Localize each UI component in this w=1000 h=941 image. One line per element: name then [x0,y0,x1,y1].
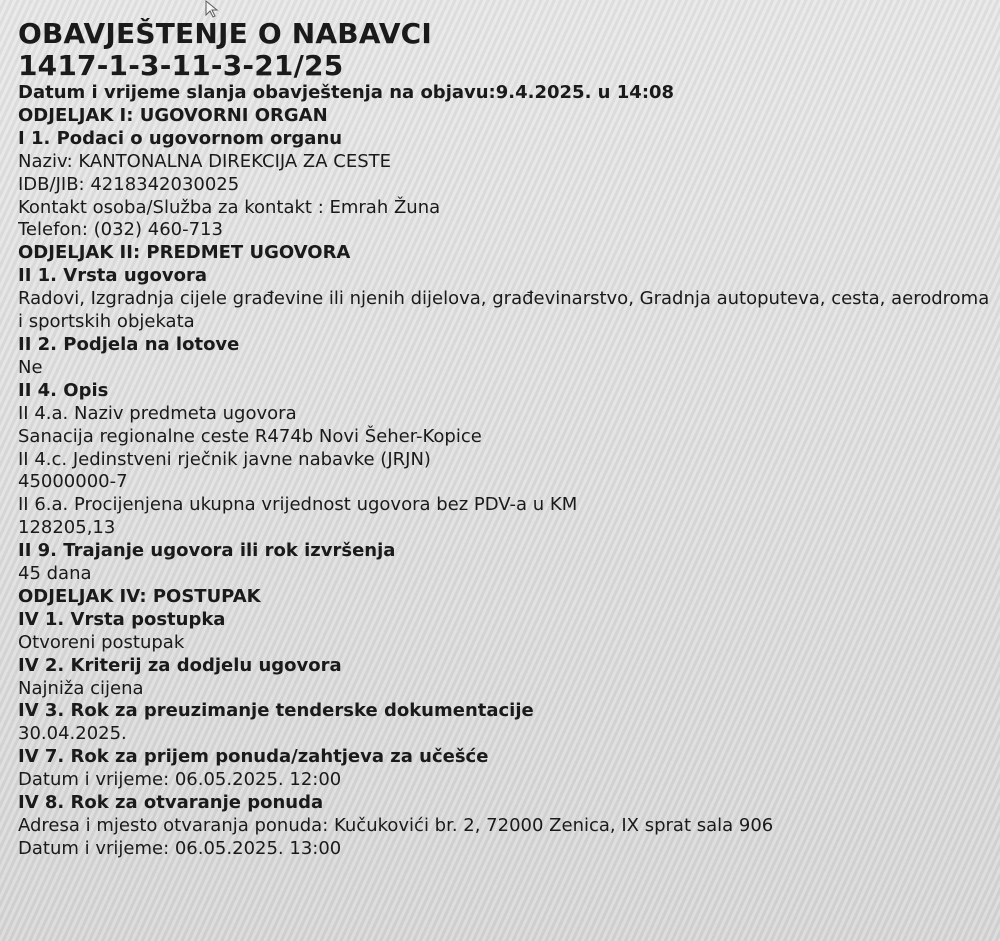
subject-label: II 4.a. Naziv predmeta ugovora [18,402,297,424]
tender-docs-value: 30.04.2025. [18,723,127,745]
section-1-heading: ODJELJAK I: UGOVORNI ORGAN [18,104,328,126]
bids-deadline-value: Datum i vrijeme: 06.05.2025. 12:00 [18,769,342,791]
authority-contact: Kontakt osoba/Služba za kontakt : Emrah Žuna [18,196,441,218]
award-criteria-heading: IV 2. Kriterij za dodjelu ugovora [18,654,342,676]
contract-type-heading: II 1. Vrsta ugovora [18,265,208,287]
sent-datetime: Datum i vrijeme slanja obavještenja na objavu:9.4.2025. u 14:08 [18,82,675,103]
subject-value: Sanacija regionalne ceste R474b Novi Šeher-Kopice [18,425,482,447]
procedure-type-heading: IV 1. Vrsta postupka [18,608,226,630]
lots-value: Ne [18,356,43,378]
procedure-type-value: Otvoreni postupak [18,631,185,653]
authority-phone: Telefon: (032) 460-713 [18,219,223,241]
opening-heading: IV 8. Rok za otvaranje ponuda [18,792,324,814]
description-heading: II 4. Opis [18,379,109,401]
authority-name: Naziv: KANTONALNA DIREKCIJA ZA CESTE [18,150,392,172]
award-criteria-value: Najniža cijena [18,677,144,699]
opening-address: Adresa i mjesto otvaranja ponuda: Kučukovići br. 2, 72000 Zenica, IX sprat sala 906 [18,815,774,836]
jrjn-label: II 4.c. Jedinstveni rječnik javne nabavke (JRJN) [18,448,431,470]
tender-docs-heading: IV 3. Rok za preuzimanje tenderske dokumentacije [18,700,534,722]
duration-value: 45 dana [18,563,92,585]
section-4-heading: ODJELJAK IV: POSTUPAK [18,585,261,607]
jrjn-value: 45000000-7 [18,471,128,493]
authority-idb: IDB/JIB: 4218342030025 [18,173,240,195]
opening-datetime: Datum i vrijeme: 06.05.2025. 13:00 [18,837,342,859]
procurement-notice-document [18,18,993,933]
bids-deadline-heading: IV 7. Rok za prijem ponuda/zahtjeva za učešće [18,746,489,768]
mouse-cursor-icon [205,0,219,18]
estimated-value-amount: 128205,13 [18,517,116,539]
section-2-heading: ODJELJAK II: PREDMET UGOVORA [18,242,351,264]
estimated-value-label: II 6.a. Procijenjena ukupna vrijednost ugovora bez PDV-a u KM [18,494,578,516]
lots-heading: II 2. Podjela na lotove [18,333,240,355]
notice-title: OBAVJEŠTENJE O NABAVCI [18,18,433,50]
section-1-subheading: I 1. Podaci o ugovornom organu [18,127,343,149]
contract-type-value: Radovi, Izgradnja cijele građevine ili njenih dijelova, građevinarstvo, Gradnja autoputeva, cesta, aerodroma i sportskih objekata [18,288,990,333]
duration-heading: II 9. Trajanje ugovora ili rok izvršenja [18,540,396,562]
notice-number: 1417-1-3-11-3-21/25 [18,49,344,82]
